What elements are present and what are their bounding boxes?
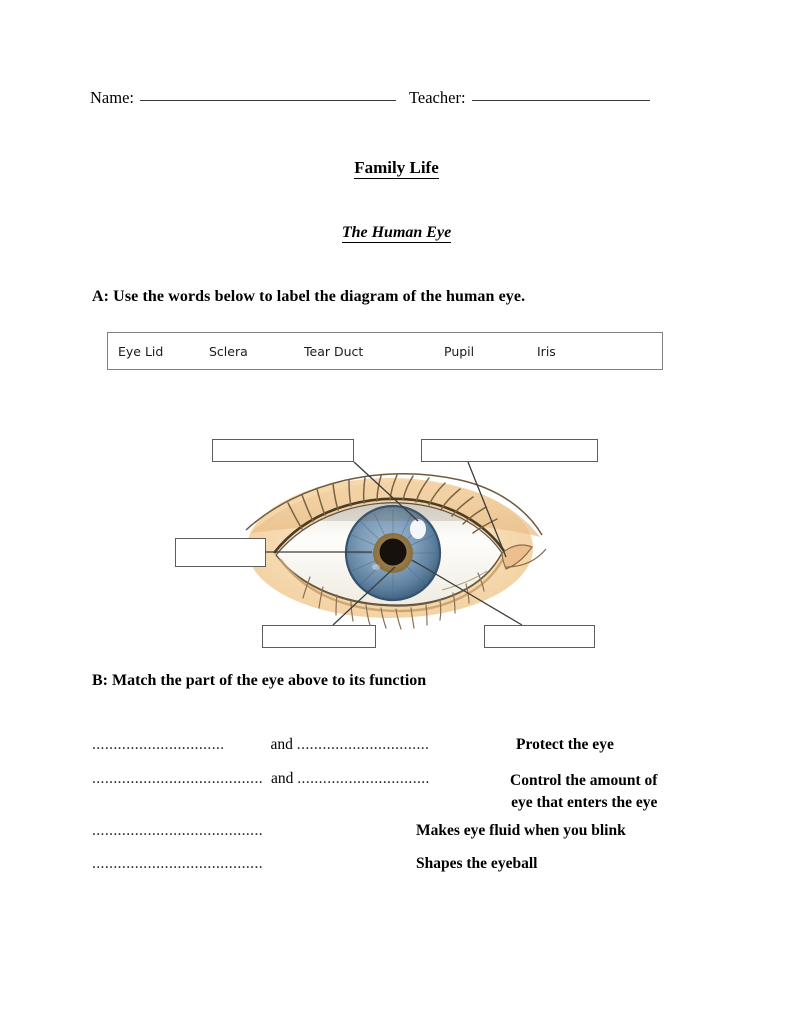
section-b-heading: B: Match the part of the eye above to its function	[92, 672, 427, 689]
answer-blank[interactable]: ........................................	[92, 770, 263, 787]
answer-blank[interactable]: ........................................	[92, 855, 263, 872]
match-row-protect	[92, 736, 712, 770]
matching-exercise	[92, 736, 712, 888]
match-blanks	[92, 770, 430, 787]
word-bank-item[interactable]: Pupil	[444, 344, 475, 359]
student-info-row	[90, 88, 690, 114]
match-blanks	[92, 855, 263, 872]
match-row-control	[92, 770, 712, 822]
word-bank	[107, 332, 663, 370]
teacher-input-line[interactable]	[472, 100, 650, 101]
answer-blank[interactable]: ...............................	[297, 770, 430, 787]
eye-highlight-main	[410, 519, 426, 539]
answer-box-bottom-right[interactable]	[484, 625, 595, 648]
answer-box-bottom-left[interactable]	[262, 625, 376, 648]
match-row-fluid	[92, 822, 712, 855]
match-blanks	[92, 736, 429, 753]
worksheet-title-text: Family Life	[354, 158, 439, 177]
worksheet-title	[0, 158, 793, 178]
worksheet-subtitle-text: The Human Eye	[341, 224, 452, 241]
answer-box-top-right[interactable]	[421, 439, 598, 462]
function-description	[510, 770, 657, 814]
function-description-line2: eye that enters the eye	[511, 794, 658, 811]
word-bank-item[interactable]: Iris	[537, 344, 556, 359]
match-row-shape	[92, 855, 712, 888]
answer-blank[interactable]: ...............................	[92, 736, 225, 753]
answer-blank[interactable]: ...............................	[296, 736, 430, 753]
name-input-line[interactable]	[140, 100, 396, 101]
name-label: Name:	[90, 88, 134, 107]
function-description-line1: Control the amount of	[510, 772, 658, 789]
answer-box-top-left[interactable]	[212, 439, 354, 462]
eye-diagram	[150, 425, 630, 665]
word-bank-words	[108, 333, 662, 369]
pupil	[380, 539, 407, 566]
eye-highlight-secondary	[372, 564, 380, 570]
worksheet-subtitle	[0, 224, 793, 242]
word-bank-item[interactable]: Eye Lid	[118, 344, 164, 359]
answer-box-left[interactable]	[175, 538, 266, 567]
function-description: Shapes the eyeball	[416, 855, 538, 872]
word-bank-item[interactable]: Tear Duct	[304, 344, 364, 359]
teacher-label: Teacher:	[408, 88, 466, 107]
function-description: Protect the eye	[516, 736, 614, 753]
and-label: and	[271, 770, 294, 787]
and-label: and	[270, 736, 293, 753]
function-description: Makes eye fluid when you blink	[416, 822, 626, 839]
word-bank-item[interactable]: Sclera	[209, 344, 248, 359]
section-a-heading: A: Use the words below to label the diagram of the human eye.	[92, 288, 526, 305]
answer-blank[interactable]: ........................................	[92, 822, 263, 839]
match-blanks	[92, 822, 263, 839]
